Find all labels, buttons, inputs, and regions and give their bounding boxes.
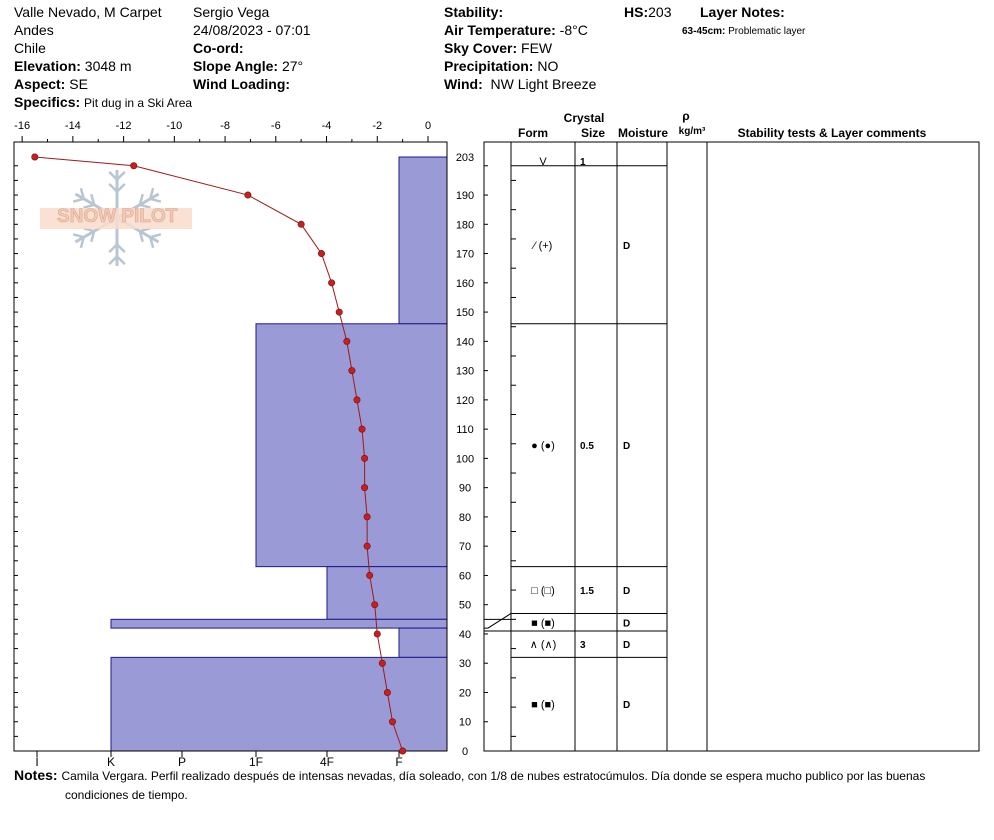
depth-tick-label: 70 xyxy=(458,541,472,554)
grain-form: ⁄ (+) xyxy=(533,239,553,252)
hardness-tick-label: 1F xyxy=(248,755,264,769)
hardness-bar xyxy=(399,157,447,324)
hardness-tick-label: K xyxy=(106,755,116,769)
precip-value: NO xyxy=(537,58,559,74)
coord-label: Co-ord: xyxy=(193,40,244,56)
depth-tick-label: 190 xyxy=(455,190,475,203)
depth-tick-label: 140 xyxy=(455,336,475,349)
temp-tick-label: -12 xyxy=(115,120,132,132)
temp-tick-label: -10 xyxy=(166,120,183,132)
depth-tick-label: 130 xyxy=(455,365,475,378)
depth-tick-label: 120 xyxy=(455,394,475,407)
temperature-point xyxy=(374,631,380,637)
temperature-point xyxy=(389,719,395,725)
density-header: kg/m³ xyxy=(678,126,706,137)
layer-table xyxy=(484,142,979,751)
hardness-layers xyxy=(111,157,447,751)
watermark-text: SNOW PILOT xyxy=(57,206,178,227)
depth-tick-label: 60 xyxy=(458,570,472,583)
depth-tick-label: 50 xyxy=(458,599,472,612)
stability-label: Stability: xyxy=(444,4,504,20)
grain-form: V xyxy=(539,156,547,168)
hardness-tick-label: F xyxy=(395,755,403,769)
snowflake-branch xyxy=(73,234,84,237)
hs-label: HS: xyxy=(624,4,649,20)
temperature-point xyxy=(359,426,365,432)
depth-tick-label: 150 xyxy=(455,307,475,320)
grain-moisture: D xyxy=(623,441,631,453)
temperature-point xyxy=(349,367,355,373)
snowflake-branch xyxy=(150,199,161,202)
temperature-point xyxy=(131,163,137,169)
temp-tick-label: -6 xyxy=(270,120,281,132)
temperature-point xyxy=(399,748,405,754)
temperature-point xyxy=(366,572,372,578)
size-header: Size xyxy=(580,126,606,140)
wind-label: Wind: xyxy=(444,76,483,92)
depth-tick-label: 203 xyxy=(455,152,475,164)
temperature-point xyxy=(245,192,251,198)
depth-tick-label: 30 xyxy=(458,658,472,671)
stability-comments-header: Stability tests & Layer comments xyxy=(737,126,927,140)
temperature-point xyxy=(361,455,367,461)
mountain-range: Andes xyxy=(14,22,54,38)
grain-form: ■ (■) xyxy=(531,617,555,630)
precip-label: Precipitation: xyxy=(444,58,534,74)
temperature-point xyxy=(372,601,378,607)
layer-note-range: 63-45cm: xyxy=(682,26,726,37)
depth-tick-label: 90 xyxy=(458,482,472,495)
depth-tick-label: 10 xyxy=(458,716,472,729)
notes-text-line2: condiciones de tiempo. xyxy=(65,788,188,802)
wind-loading-label: Wind Loading: xyxy=(193,76,291,92)
temperature-point xyxy=(344,338,350,344)
grain-moisture: D xyxy=(623,618,631,630)
elevation-label: Elevation: xyxy=(14,58,81,74)
temperature-point xyxy=(32,154,38,160)
temp-tick-label: -2 xyxy=(372,120,383,132)
grain-form: ∧ (∧) xyxy=(529,639,557,652)
crystal-header: Crystal xyxy=(563,111,605,125)
wind-value: NW Light Breeze xyxy=(490,76,597,92)
notes-row xyxy=(14,767,925,784)
hardness-bar xyxy=(111,619,447,628)
location-name: Valle Nevado, M Carpet xyxy=(14,4,162,20)
temperature-point xyxy=(318,250,324,256)
grain-size: 1.5 xyxy=(580,586,594,598)
layer-notes-label: Layer Notes: xyxy=(700,4,785,20)
country: Chile xyxy=(14,40,46,56)
hs-value: 203 xyxy=(648,4,672,20)
depth-tick-label: 0 xyxy=(461,746,469,758)
grain-size: 3 xyxy=(580,640,586,652)
temp-tick-label: -4 xyxy=(321,120,332,132)
datetime: 24/08/2023 - 07:01 xyxy=(193,22,311,38)
table-border xyxy=(484,142,979,751)
temp-tick-label: -16 xyxy=(14,120,31,132)
form-header: Form xyxy=(518,126,548,140)
hardness-tick-label: P xyxy=(177,755,187,769)
temperature-point xyxy=(354,397,360,403)
depth-tick-label: 110 xyxy=(456,424,474,437)
layer-note-text: Problematic layer xyxy=(728,26,806,37)
grain-moisture: D xyxy=(623,640,631,652)
temp-tick-label: -14 xyxy=(64,120,81,132)
temperature-point xyxy=(336,309,342,315)
hardness-bar xyxy=(399,628,447,657)
grain-moisture: D xyxy=(623,700,631,712)
temperature-point xyxy=(379,660,385,666)
layer-connector xyxy=(484,613,511,628)
sky-value: FEW xyxy=(521,40,553,56)
specifics-value: Pit dug in a Ski Area xyxy=(84,96,193,110)
temperature-point xyxy=(328,280,334,286)
temperature-point xyxy=(364,514,370,520)
temp-tick-label: 0 xyxy=(424,120,432,132)
observer: Sergio Vega xyxy=(193,4,270,20)
depth-tick-label: 180 xyxy=(455,219,475,232)
grain-form: ● (●) xyxy=(531,440,555,453)
specifics-label: Specifics: xyxy=(14,94,81,110)
grain-size: 1 xyxy=(580,157,586,168)
depth-tick-label: 80 xyxy=(458,511,472,524)
temperature-point xyxy=(298,221,304,227)
temperature-point xyxy=(364,543,370,549)
slope-value: 27° xyxy=(281,58,304,74)
depth-tick-label: 100 xyxy=(455,453,475,466)
temperature-point xyxy=(384,689,390,695)
elevation-value: 3048 m xyxy=(84,58,132,74)
depth-tick-label: 170 xyxy=(455,248,475,261)
sky-label: Sky Cover: xyxy=(444,40,518,56)
air-temp-label: Air Temperature: xyxy=(444,22,556,38)
depth-tick-label: 20 xyxy=(458,687,472,700)
hardness-bar xyxy=(327,567,447,620)
hardness-bar xyxy=(111,657,447,751)
grain-moisture: D xyxy=(623,240,631,252)
aspect-label: Aspect: xyxy=(14,76,66,92)
snowflake-branch xyxy=(73,199,84,202)
moisture-header: Moisture xyxy=(617,126,669,140)
snowflake-branch xyxy=(150,234,161,237)
temperature-point xyxy=(361,484,367,490)
hardness-tick-label: 4F xyxy=(319,755,335,769)
rho-header: ρ xyxy=(682,109,690,123)
air-temp-value: -8°C xyxy=(559,22,588,38)
hardness-bar xyxy=(256,324,447,567)
depth-tick-label: 160 xyxy=(455,277,475,290)
grain-form: ■ (■) xyxy=(531,699,555,712)
slope-label: Slope Angle: xyxy=(193,58,279,74)
aspect-value: SE xyxy=(69,76,88,92)
notes-label: Notes: xyxy=(14,767,58,783)
grain-form: □ (□) xyxy=(531,585,555,598)
hardness-tick-label: I xyxy=(35,755,39,769)
temp-tick-label: -8 xyxy=(220,120,230,132)
depth-tick-label: 40 xyxy=(458,628,472,641)
grain-size: 0.5 xyxy=(580,441,594,453)
grain-moisture: D xyxy=(623,586,631,598)
notes-text-line1: Camila Vergara. Perfil realizado después de intensas nevadas, día soleado, con 1/8 de nubes estratocúmulos. Día donde se espera mucho publico por las buenas xyxy=(61,769,926,783)
